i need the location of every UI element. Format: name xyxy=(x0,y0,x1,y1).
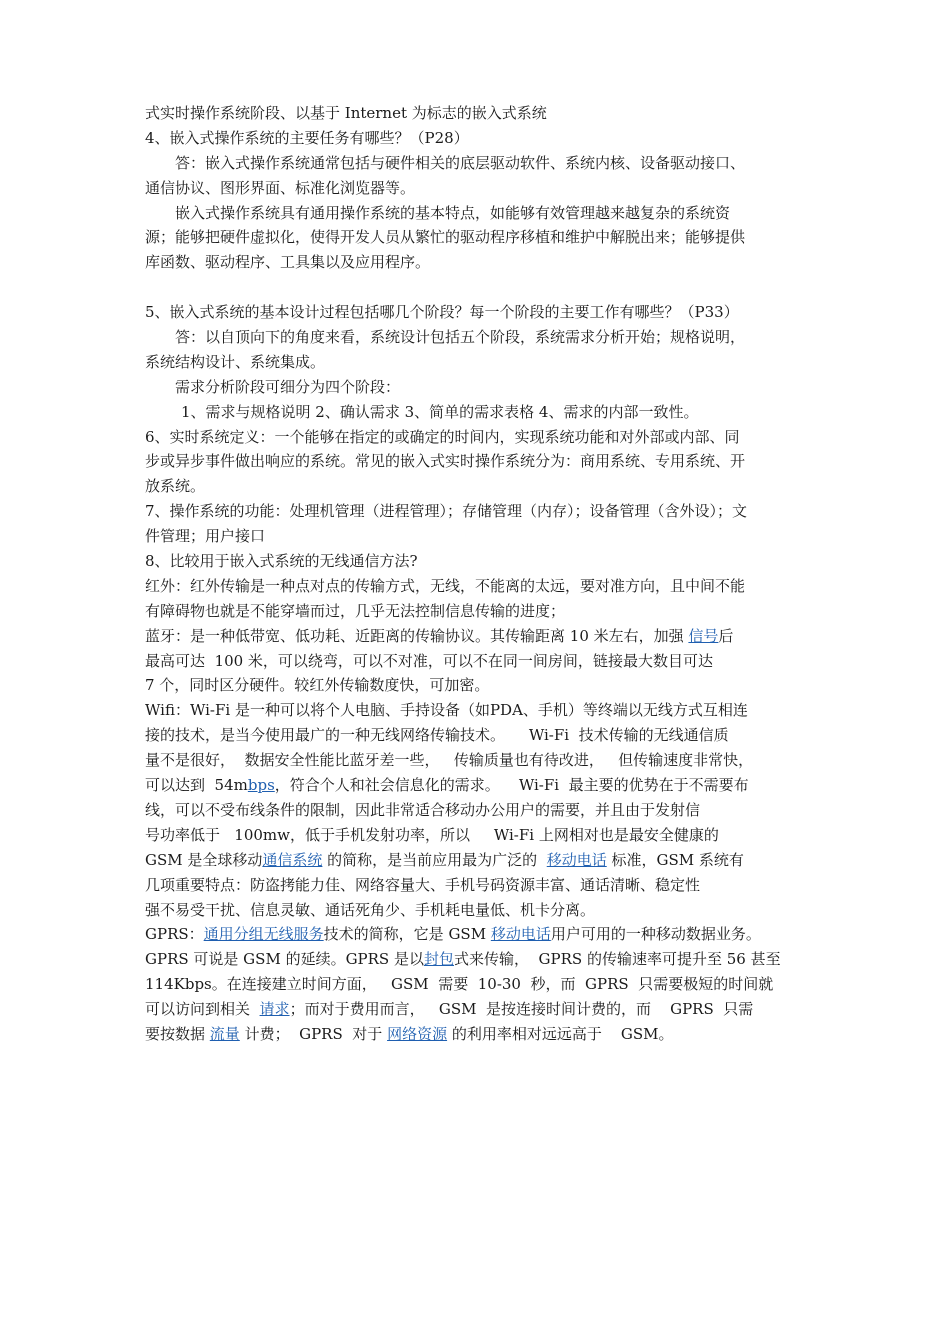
text-run: 的简称，是当前应用最为广泛的 xyxy=(322,850,547,869)
text-line xyxy=(145,624,817,649)
text-line xyxy=(145,947,817,972)
text-line xyxy=(145,375,817,400)
text-run: 通信协议、图形界面、标准化浏览器等。 xyxy=(145,178,416,197)
text-line xyxy=(145,201,817,226)
text-run: 强不易受干扰、信息灵敏、通话死角少、手机耗电量低、机卡分离。 xyxy=(145,900,596,919)
text-run: 量不是很好， 数据安全性能比蓝牙差一些， 传输质量也有待改进， 但传输速度非常快， xyxy=(145,751,754,770)
text-run: Wifi：Wi-Fi 是一种可以将个人电脑、手持设备（如PDA、手机）等终端以无线方式互相连 xyxy=(145,701,748,720)
text-line xyxy=(145,524,817,549)
text-line xyxy=(145,997,817,1022)
text-line xyxy=(145,673,817,698)
text-line xyxy=(145,873,817,898)
text-line xyxy=(145,574,817,599)
hyperlink[interactable]: 网络资源 xyxy=(387,1024,448,1043)
text-line xyxy=(145,599,817,624)
text-line xyxy=(145,151,817,176)
hyperlink[interactable]: 移动电话 xyxy=(490,925,551,944)
hyperlink[interactable]: 信号 xyxy=(688,626,719,645)
text-line xyxy=(145,474,817,499)
blank-line xyxy=(145,275,817,300)
text-line xyxy=(145,499,817,524)
text-run: 答：以自顶向下的角度来看，系统设计包括五个阶段，系统需求分析开始；规格说明， xyxy=(175,328,746,347)
text-run: ；而对于费用而言， GSM 是按连接时间计费的，而 GPRS 只需 xyxy=(289,1000,754,1019)
text-line xyxy=(145,350,817,375)
text-line xyxy=(145,798,817,823)
text-run: 件管理；用户接口 xyxy=(145,527,266,546)
text-run: 1、需求与规格说明 2、确认需求 3、简单的需求表格 4、需求的内部一致性。 xyxy=(181,402,699,421)
text-line xyxy=(145,400,817,425)
text-run: GSM 是全球移动 xyxy=(145,850,263,869)
text-run: 7 个，同时区分硬件。较红外传输数度快，可加密。 xyxy=(145,676,490,695)
text-run: 8、比较用于嵌入式系统的无线通信方法? xyxy=(145,552,418,571)
text-run: 号功率低于 100mw，低于手机发射功率，所以 Wi-Fi 上网相对也是最安全健康的 xyxy=(145,825,719,844)
text-line xyxy=(145,250,817,275)
text-run: 技术的简称，它是 GSM xyxy=(323,925,491,944)
text-line xyxy=(145,649,817,674)
text-line xyxy=(145,126,817,151)
text-run: 7、操作系统的功能：处理机管理（进程管理）；存储管理（内存）；设备管理（含外设）；文 xyxy=(145,502,748,521)
text-run: 5、嵌入式系统的基本设计过程包括哪几个阶段？每一个阶段的主要工作有哪些？（P33） xyxy=(145,303,739,322)
hyperlink[interactable]: 封包 xyxy=(423,950,454,969)
text-run: 式实时操作系统阶段、以基于 Internet 为标志的嵌入式系统 xyxy=(145,104,547,122)
text-line xyxy=(145,972,817,997)
text-line xyxy=(145,425,817,450)
text-run: 计费； GPRS 对于 xyxy=(239,1024,388,1043)
text-line xyxy=(145,748,817,773)
text-line xyxy=(145,823,817,848)
text-line xyxy=(145,922,817,947)
hyperlink[interactable]: 流量 xyxy=(209,1024,240,1043)
text-line xyxy=(145,549,817,574)
text-run: 几项重要特点：防盗拷能力佳、网络容量大、手机号码资源丰富、通话清晰、稳定性 xyxy=(145,875,701,894)
text-run: 步或异步事件做出响应的系统。常见的嵌入式实时操作系统分为：商用系统、专用系统、开 xyxy=(145,452,746,471)
text-line xyxy=(145,176,817,201)
text-run: 系统结构设计、系统集成。 xyxy=(145,352,326,371)
text-run: 要按数据 xyxy=(145,1024,210,1043)
text-line xyxy=(145,300,817,325)
hyperlink[interactable]: 通用分组无线服务 xyxy=(203,925,324,944)
hyperlink[interactable]: 请求 xyxy=(259,1000,290,1019)
text-line xyxy=(145,325,817,350)
text-line xyxy=(145,225,817,250)
text-run: 需求分析阶段可细分为四个阶段： xyxy=(175,377,401,396)
text-line xyxy=(145,848,817,873)
hyperlink[interactable]: bps xyxy=(247,776,275,795)
text-run: 红外：红外传输是一种点对点的传输方式，无线，不能离的太远，要对准方向，且中间不能 xyxy=(145,576,746,595)
text-run: 有障碍物也就是不能穿墙而过，几乎无法控制信息传输的进度； xyxy=(145,601,566,620)
text-run: ，符合个人和社会信息化的需求。 Wi-Fi 最主要的优势在于不需要布 xyxy=(274,776,749,795)
text-run: 接的技术，是当今使用最广的一种无线网络传输技术。 Wi-Fi 技术传输的无线通信质 xyxy=(145,726,729,745)
text-run: 可以访问到相关 xyxy=(145,1000,260,1019)
text-run: 的利用率相对远远高于 GSM。 xyxy=(447,1024,674,1043)
text-run: GPRS 可说是 GSM 的延续。GPRS 是以 xyxy=(145,950,424,969)
text-line xyxy=(145,773,817,798)
text-run: 6、实时系统定义：一个能够在指定的或确定的时间内，实现系统功能和对外部或内部、同 xyxy=(145,427,740,446)
text-line xyxy=(145,1022,817,1047)
text-run: 嵌入式操作系统具有通用操作系统的基本特点，如能够有效管理越来越复杂的系统资 xyxy=(175,203,731,222)
text-run: 源；能够把硬件虚拟化，使得开发人员从繁忙的驱动程序移植和维护中解脱出来；能够提供 xyxy=(145,228,746,247)
document-page xyxy=(145,101,817,1047)
text-run: 蓝牙：是一种低带宽、低功耗、近距离的传输协议。其传输距离 10 米左右，加强 xyxy=(145,626,689,645)
text-line xyxy=(145,723,817,748)
text-run: 放系统。 xyxy=(145,477,206,496)
hyperlink[interactable]: 通信系统 xyxy=(262,850,323,869)
text-run: 后 xyxy=(718,626,734,645)
text-line xyxy=(145,698,817,723)
hyperlink[interactable]: 移动电话 xyxy=(546,850,607,869)
text-run: 式来传输， GPRS 的传输速率可提升至 56 甚至 xyxy=(454,950,781,969)
text-run: GPRS： xyxy=(145,925,204,944)
text-run: 答：嵌入式操作系统通常包括与硬件相关的底层驱动软件、系统内核、设备驱动接口、 xyxy=(175,153,746,172)
text-run: 用户可用的一种移动数据业务。 xyxy=(550,925,761,944)
text-run: 线，可以不受布线条件的限制，因此非常适合移动办公用户的需要，并且由于发射信 xyxy=(145,800,701,819)
text-run: 标准，GSM 系统有 xyxy=(606,850,744,869)
text-line xyxy=(145,898,817,923)
text-run: 114Kbps。在连接建立时间方面， GSM 需要 10-30 秒，而 GPRS 只需要极短的时间就 xyxy=(145,975,774,994)
text-run: 最高可达 100 米，可以绕弯，可以不对准，可以不在同一间房间，链接最大数目可达 xyxy=(145,651,713,670)
text-line xyxy=(145,101,817,126)
text-run: 可以达到 54m xyxy=(145,776,248,795)
text-run: 库函数、驱动程序、工具集以及应用程序。 xyxy=(145,253,431,272)
text-line xyxy=(145,449,817,474)
text-run: 4、嵌入式操作系统的主要任务有哪些？（P28） xyxy=(145,128,469,147)
